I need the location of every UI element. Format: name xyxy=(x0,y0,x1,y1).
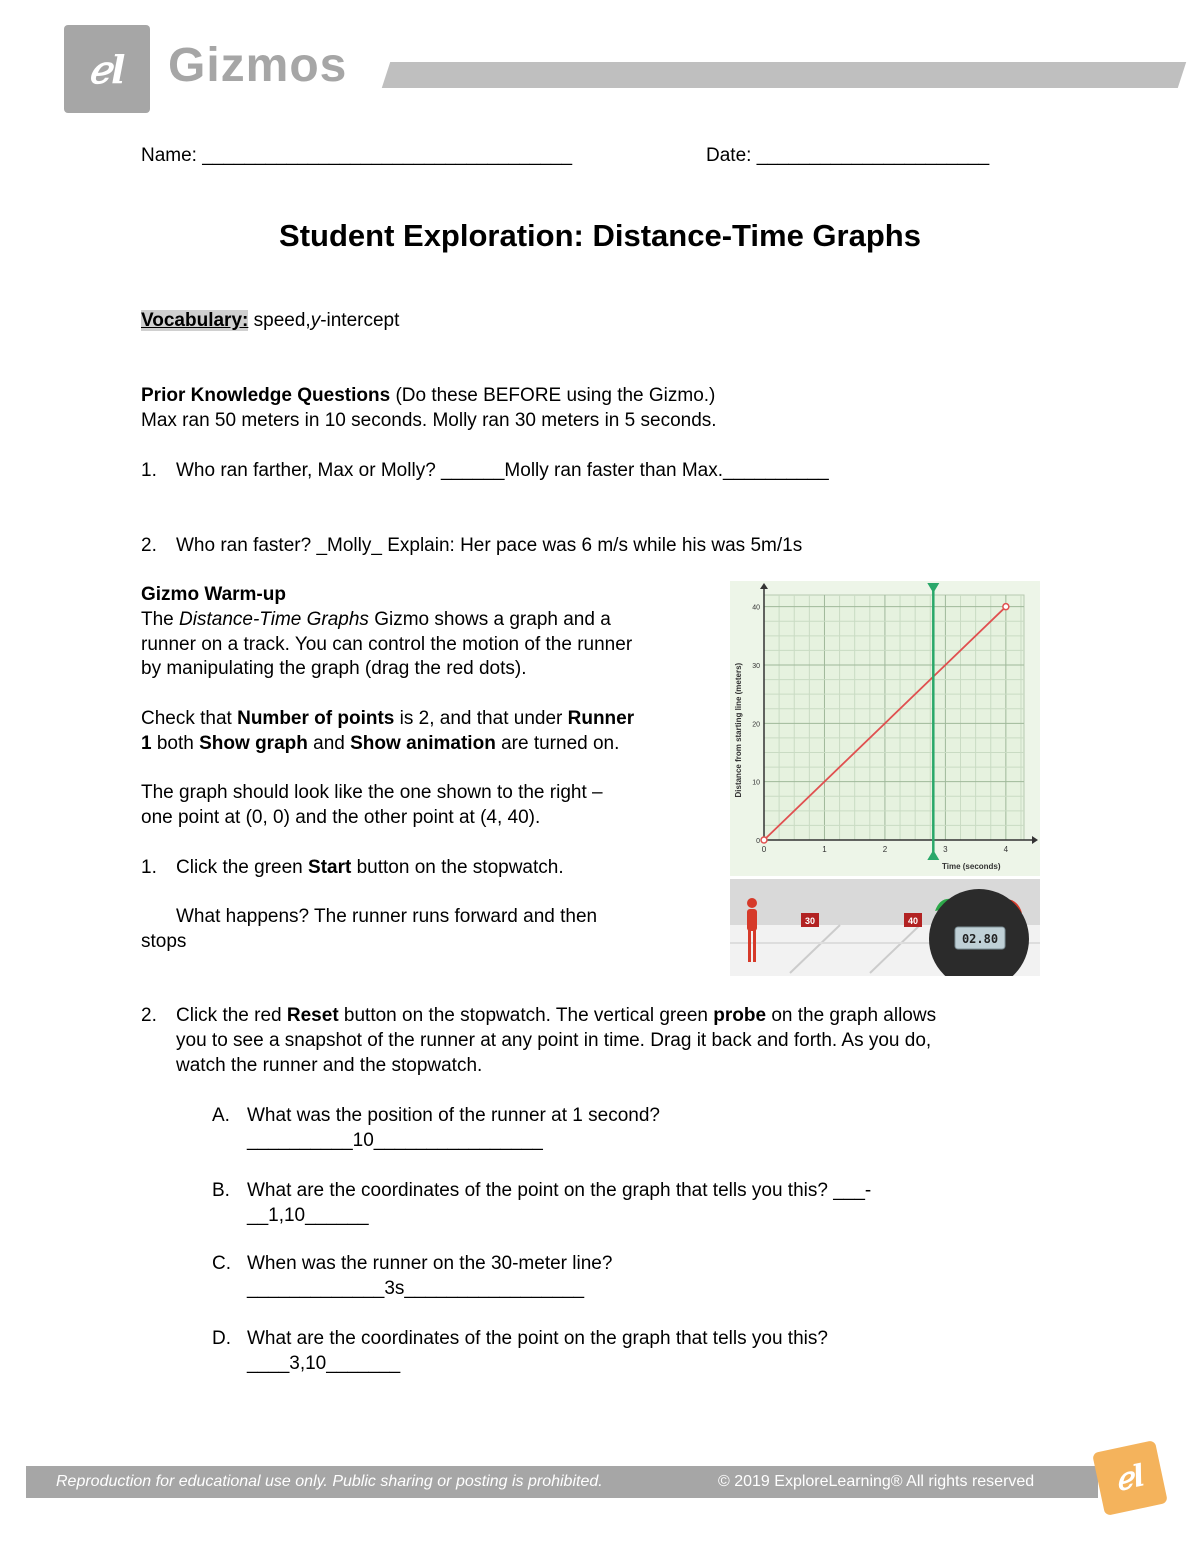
y-tick-label: 10 xyxy=(752,779,760,787)
q2-reset: Reset xyxy=(286,1005,339,1026)
warmup-p3-line2: one point at (0, 0) and the other point at (4, 40). xyxy=(141,807,541,828)
warmup-p3-line1: The graph should look like the one shown to the right – xyxy=(141,782,603,803)
name-line xyxy=(141,143,572,168)
footer-notice: Reproduction for educational use only. Public sharing or posting is prohibited. xyxy=(56,1473,603,1490)
warmup-p2-line1 xyxy=(141,706,634,731)
warmup-p1-line3: by manipulating the graph (drag the red dots). xyxy=(141,658,527,679)
warmup-p1-line2: runner on a track. You can control the motion of the runner xyxy=(141,634,633,655)
warmup-q1-answer-line2: stops xyxy=(141,931,187,952)
p2-number-of-points: Number of points xyxy=(237,708,395,729)
sub-b-question: What are the coordinates of the point on the graph that tells you this? ___- xyxy=(247,1180,872,1201)
x-tick-label: 0 xyxy=(761,845,767,854)
q2-a: Click the red xyxy=(176,1005,282,1026)
vocabulary-label: Vocabulary: xyxy=(141,310,249,331)
stopwatch-readout: 02.80 xyxy=(961,932,999,946)
x-tick-label: 4 xyxy=(1003,845,1009,854)
p1-gizmo-name: Distance-Time Graphs xyxy=(179,609,369,630)
q1-c: button on the stopwatch. xyxy=(356,857,564,878)
warmup-q2-number: 2. xyxy=(141,1005,157,1026)
marker-40 xyxy=(904,913,922,927)
y-axis-label: Distance from starting line (meters) xyxy=(734,662,743,798)
warmup-q1-number: 1. xyxy=(141,857,157,878)
stopwatch xyxy=(929,889,1029,976)
warmup-q2-line2: you to see a snapshot of the runner at any point in time. Drag it back and forth. As you do, xyxy=(176,1030,932,1051)
marker-30 xyxy=(801,913,819,927)
prior-q1: Who ran farther, Max or Molly? ______Molly ran faster than Max.__________ xyxy=(176,460,829,481)
warmup-heading xyxy=(141,582,286,607)
p2-d: both xyxy=(156,733,194,754)
q2-c: button on the stopwatch. The vertical green xyxy=(343,1005,708,1026)
warmup-p2-line2 xyxy=(141,731,619,756)
gizmo-figure xyxy=(730,581,1040,976)
sub-d-answer: ____3,10_______ xyxy=(247,1353,401,1374)
sub-d-question: What are the coordinates of the point on the graph that tells you this? xyxy=(247,1328,828,1349)
p1-b: Gizmo shows a graph and a xyxy=(374,609,611,630)
q2-probe: probe xyxy=(713,1005,767,1026)
y-tick-label: 30 xyxy=(752,663,760,670)
sub-a-letter: A. xyxy=(212,1105,230,1126)
marker-40-label: 40 xyxy=(907,916,919,926)
x-tick-label: 1 xyxy=(822,845,827,854)
y-tick-label: 40 xyxy=(752,604,760,612)
prior-heading-line xyxy=(141,383,715,408)
p2-f: are turned on. xyxy=(501,733,620,754)
vocab-term-y: y xyxy=(310,310,321,331)
q1-start: Start xyxy=(308,857,352,878)
draggable-point[interactable] xyxy=(1003,604,1009,610)
warmup-q1-answer-line1: What happens? The runner runs forward and then xyxy=(176,906,598,927)
header-bar xyxy=(382,62,1186,88)
sub-b-answer: __1,10______ xyxy=(247,1205,369,1226)
prior-heading-note: (Do these BEFORE using the Gizmo.) xyxy=(395,385,716,406)
warmup-q2-line3: watch the runner and the stopwatch. xyxy=(176,1055,483,1076)
p2-e: and xyxy=(313,733,345,754)
sub-c-question: When was the runner on the 30-meter line? xyxy=(247,1253,613,1274)
p2-runner: Runner xyxy=(567,708,635,729)
sub-c-letter: C. xyxy=(212,1253,231,1274)
y-tick-label: 20 xyxy=(752,721,760,729)
sub-a-answer: __________10________________ xyxy=(247,1130,543,1151)
brand-name: Gizmos xyxy=(168,39,348,92)
p2-show-animation: Show animation xyxy=(350,733,496,754)
p2-runner-num: 1 xyxy=(141,733,152,754)
date-label: Date: xyxy=(706,145,752,166)
p1-a: The xyxy=(141,609,174,630)
x-tick-label: 2 xyxy=(882,845,888,854)
page-title: Student Exploration: Distance-Time Graphs xyxy=(279,218,921,253)
x-tick-label: 3 xyxy=(943,845,948,854)
p2-show-graph: Show graph xyxy=(199,733,308,754)
warmup-heading-text: Gizmo Warm-up xyxy=(141,584,286,605)
name-blank: ___________________________________ xyxy=(202,145,573,166)
sub-d-letter: D. xyxy=(212,1328,231,1349)
prior-q2: Who ran faster? _Molly_ Explain: Her pace was 6 m/s while his was 5m/1s xyxy=(176,535,803,556)
sub-a-question: What was the position of the runner at 1 second? xyxy=(247,1105,660,1126)
prior-q1-number: 1. xyxy=(141,460,157,481)
prior-intro: Max ran 50 meters in 10 seconds. Molly ran 30 meters in 5 seconds. xyxy=(141,410,717,431)
gizmo-figure-svg xyxy=(730,581,1040,976)
date-line xyxy=(706,143,989,168)
sub-c-answer: _____________3s_________________ xyxy=(247,1278,585,1299)
prior-heading: Prior Knowledge Questions xyxy=(141,385,391,406)
x-axis-label: Time (seconds) xyxy=(942,862,1001,871)
date-blank: ______________________ xyxy=(756,145,990,166)
marker-30-label: 30 xyxy=(804,916,816,926)
prior-q2-number: 2. xyxy=(141,535,157,556)
y-tick-label: 0 xyxy=(756,838,760,845)
footer-copyright: © 2019 ExploreLearning® All rights reserved xyxy=(718,1473,1035,1490)
gizmos-logo: ℯl xyxy=(64,25,150,113)
p2-c: is 2, and that under xyxy=(399,708,563,729)
warmup-q1 xyxy=(176,855,564,880)
draggable-point[interactable] xyxy=(761,837,767,843)
warmup-p1-line1 xyxy=(141,607,611,632)
vocabulary-line xyxy=(141,308,399,333)
p2-a: Check that xyxy=(141,708,232,729)
name-label: Name: xyxy=(141,145,197,166)
q1-a: Click the green xyxy=(176,857,303,878)
sub-b-letter: B. xyxy=(212,1180,230,1201)
vocab-term-speed: speed, xyxy=(253,310,311,331)
explorelearning-badge: ℯl xyxy=(1092,1440,1168,1516)
vocab-term-intercept: -intercept xyxy=(320,310,400,331)
q2-e: on the graph allows xyxy=(771,1005,937,1026)
warmup-q2-line1 xyxy=(176,1003,936,1028)
